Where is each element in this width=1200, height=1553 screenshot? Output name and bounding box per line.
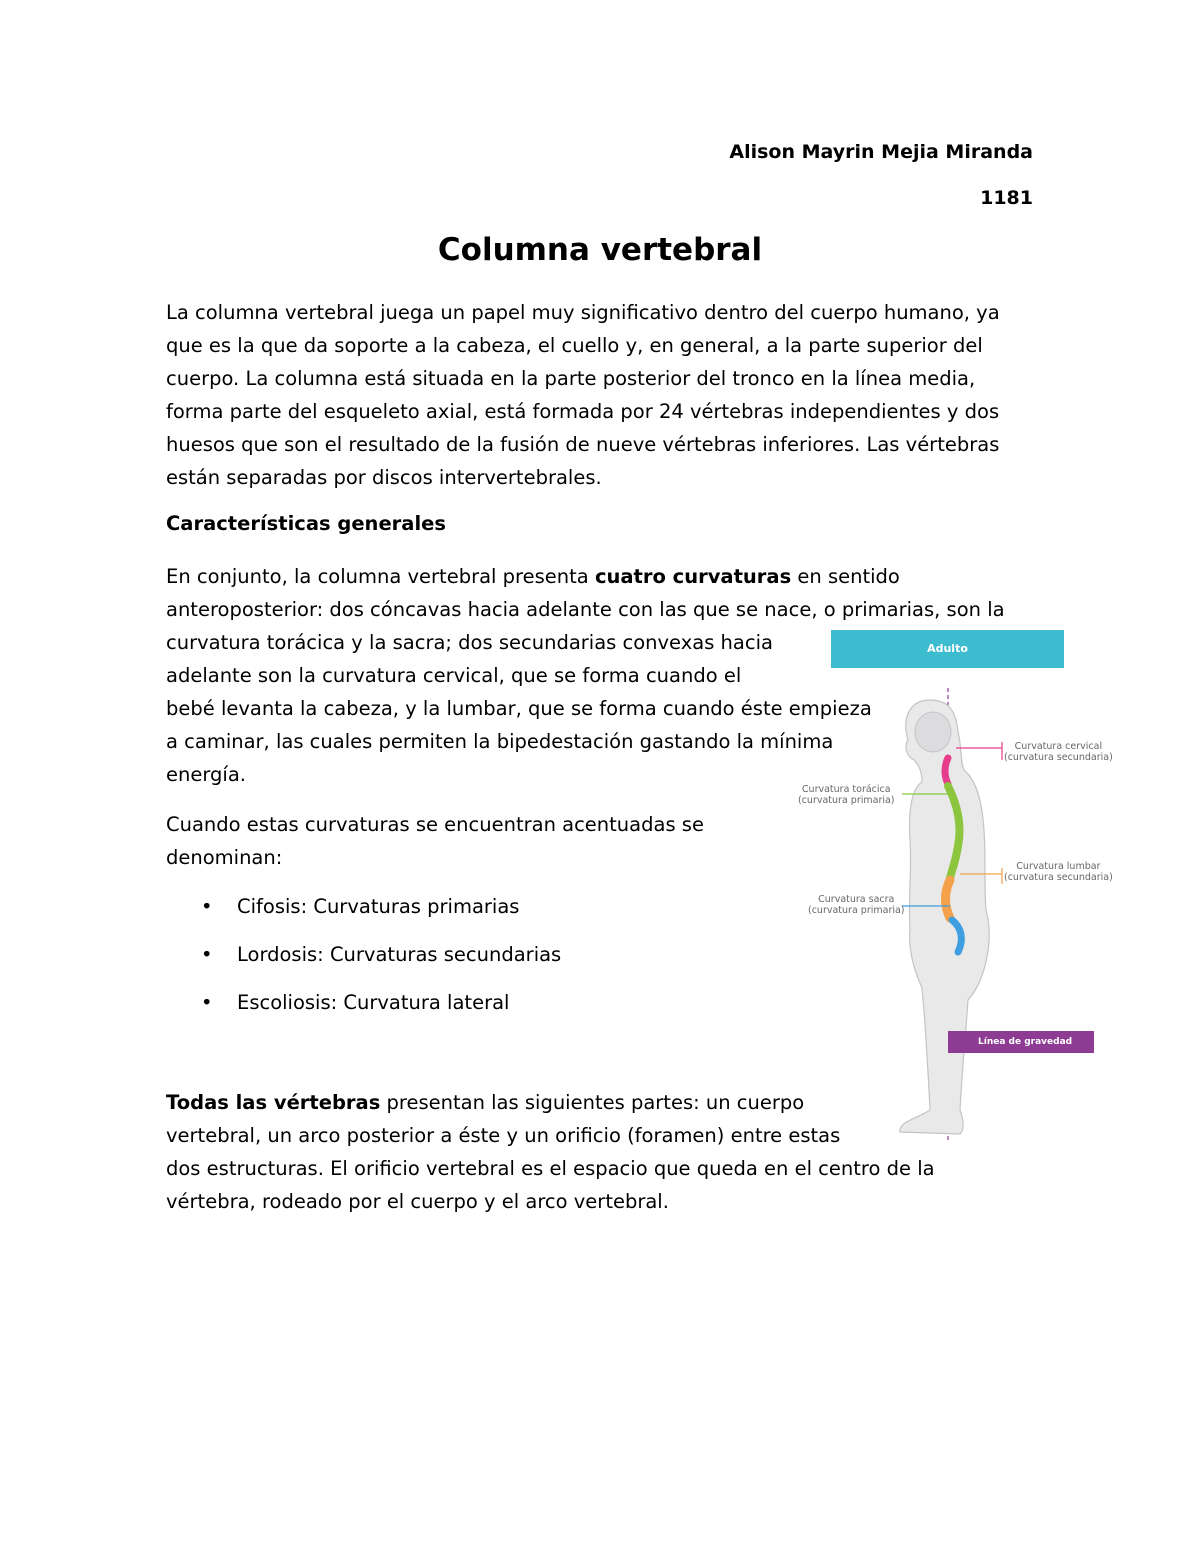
curvatures-line: bebé levanta la cabeza, y la lumbar, que se forma cuando éste empieza: [166, 697, 872, 720]
accentuated-line: denominan:: [166, 846, 283, 869]
bullet-icon: •: [201, 895, 213, 918]
label-lumbar-title: Curvatura lumbar: [1016, 861, 1101, 872]
curvatures-line: adelante son la curvatura cervical, que se forma cuando el: [166, 664, 742, 687]
page-title: Columna vertebral: [437, 232, 763, 268]
label-toracica-title: Curvatura torácica: [801, 784, 891, 795]
skull-icon: [915, 712, 951, 752]
vertebrae-line: dos estructuras. El orificio vertebral es el espacio que queda en el centro de la: [166, 1157, 935, 1180]
intro-line: forma parte del esqueleto axial, está formada por 24 vértebras independientes y dos: [166, 400, 1000, 423]
cervical-curve: [945, 758, 948, 784]
vertebrae-line: vertebral, un arco posterior a éste y un orificio (foramen) entre estas: [166, 1124, 841, 1147]
vertebrae-bold: Todas las vértebras: [166, 1091, 381, 1114]
curvatures-line: a caminar, las cuales permiten la bipedestación gastando la mínima: [166, 730, 834, 753]
list-item-text: Escoliosis: Curvatura lateral: [237, 991, 510, 1014]
bullet-icon: •: [201, 991, 213, 1014]
curvatures-bold: cuatro curvaturas: [594, 565, 792, 588]
label-cervical-sub: (curvatura secundaria): [1004, 752, 1113, 763]
vertebrae-line: vértebra, rodeado por el cuerpo y el arco vertebral.: [166, 1190, 669, 1213]
label-lumbar-sub: (curvatura secundaria): [1004, 872, 1113, 883]
label-cervical-title: Curvatura cervical: [1014, 741, 1103, 752]
label-cervical: [1004, 741, 1113, 763]
accentuated-paragraph: [166, 808, 704, 874]
label-toracica-sub: (curvatura primaria): [798, 795, 895, 806]
intro-line: huesos que son el resultado de la fusión de nueve vértebras inferiores. Las vértebras: [166, 433, 1000, 456]
section-heading: Características generales: [166, 512, 446, 535]
list-item-text: Cifosis: Curvaturas primarias: [237, 895, 520, 918]
author-name: Alison Mayrin Mejia Miranda: [729, 141, 1033, 163]
label-sacra-sub: (curvatura primaria): [808, 905, 905, 916]
label-toracica: [798, 784, 895, 806]
label-sacra: [808, 894, 905, 916]
curvatures-line: anteroposterior: dos cóncavas hacia adelante con las que se nace, o primarias, son la: [166, 598, 1005, 621]
intro-line: que es la que da soporte a la cabeza, el cuello y, en general, a la parte superior del: [166, 334, 983, 357]
student-code: 1181: [980, 187, 1033, 209]
gravity-line-label: Línea de gravedad: [948, 1031, 1094, 1053]
intro-line: La columna vertebral juega un papel muy significativo dentro del cuerpo humano, ya: [166, 301, 1000, 324]
bullet-icon: •: [201, 943, 213, 966]
intro-line: cuerpo. La columna está situada en la parte posterior del tronco en la línea media,: [166, 367, 976, 390]
vertebrae-post: presentan las siguientes partes: un cuerpo: [380, 1091, 805, 1114]
list-item-text: Lordosis: Curvaturas secundarias: [237, 943, 562, 966]
accentuated-line: Cuando estas curvaturas se encuentran acentuadas se: [166, 813, 704, 836]
label-sacra-title: Curvatura sacra: [818, 894, 895, 905]
figure-banner: Adulto: [831, 630, 1064, 668]
curvatures-first-line: [166, 560, 1005, 593]
curvatures-line: curvatura torácica y la sacra; dos secundarias convexas hacia: [166, 631, 773, 654]
curvatures-line: energía.: [166, 763, 246, 786]
lumbar-curve: [946, 880, 951, 918]
label-lumbar: [1004, 861, 1113, 883]
curvatures-post: en sentido: [791, 565, 900, 588]
curvatures-pre: En conjunto, la columna vertebral presenta: [166, 565, 595, 588]
intro-line: están separadas por discos intervertebrales.: [166, 466, 602, 489]
intro-paragraph: [166, 296, 1000, 494]
